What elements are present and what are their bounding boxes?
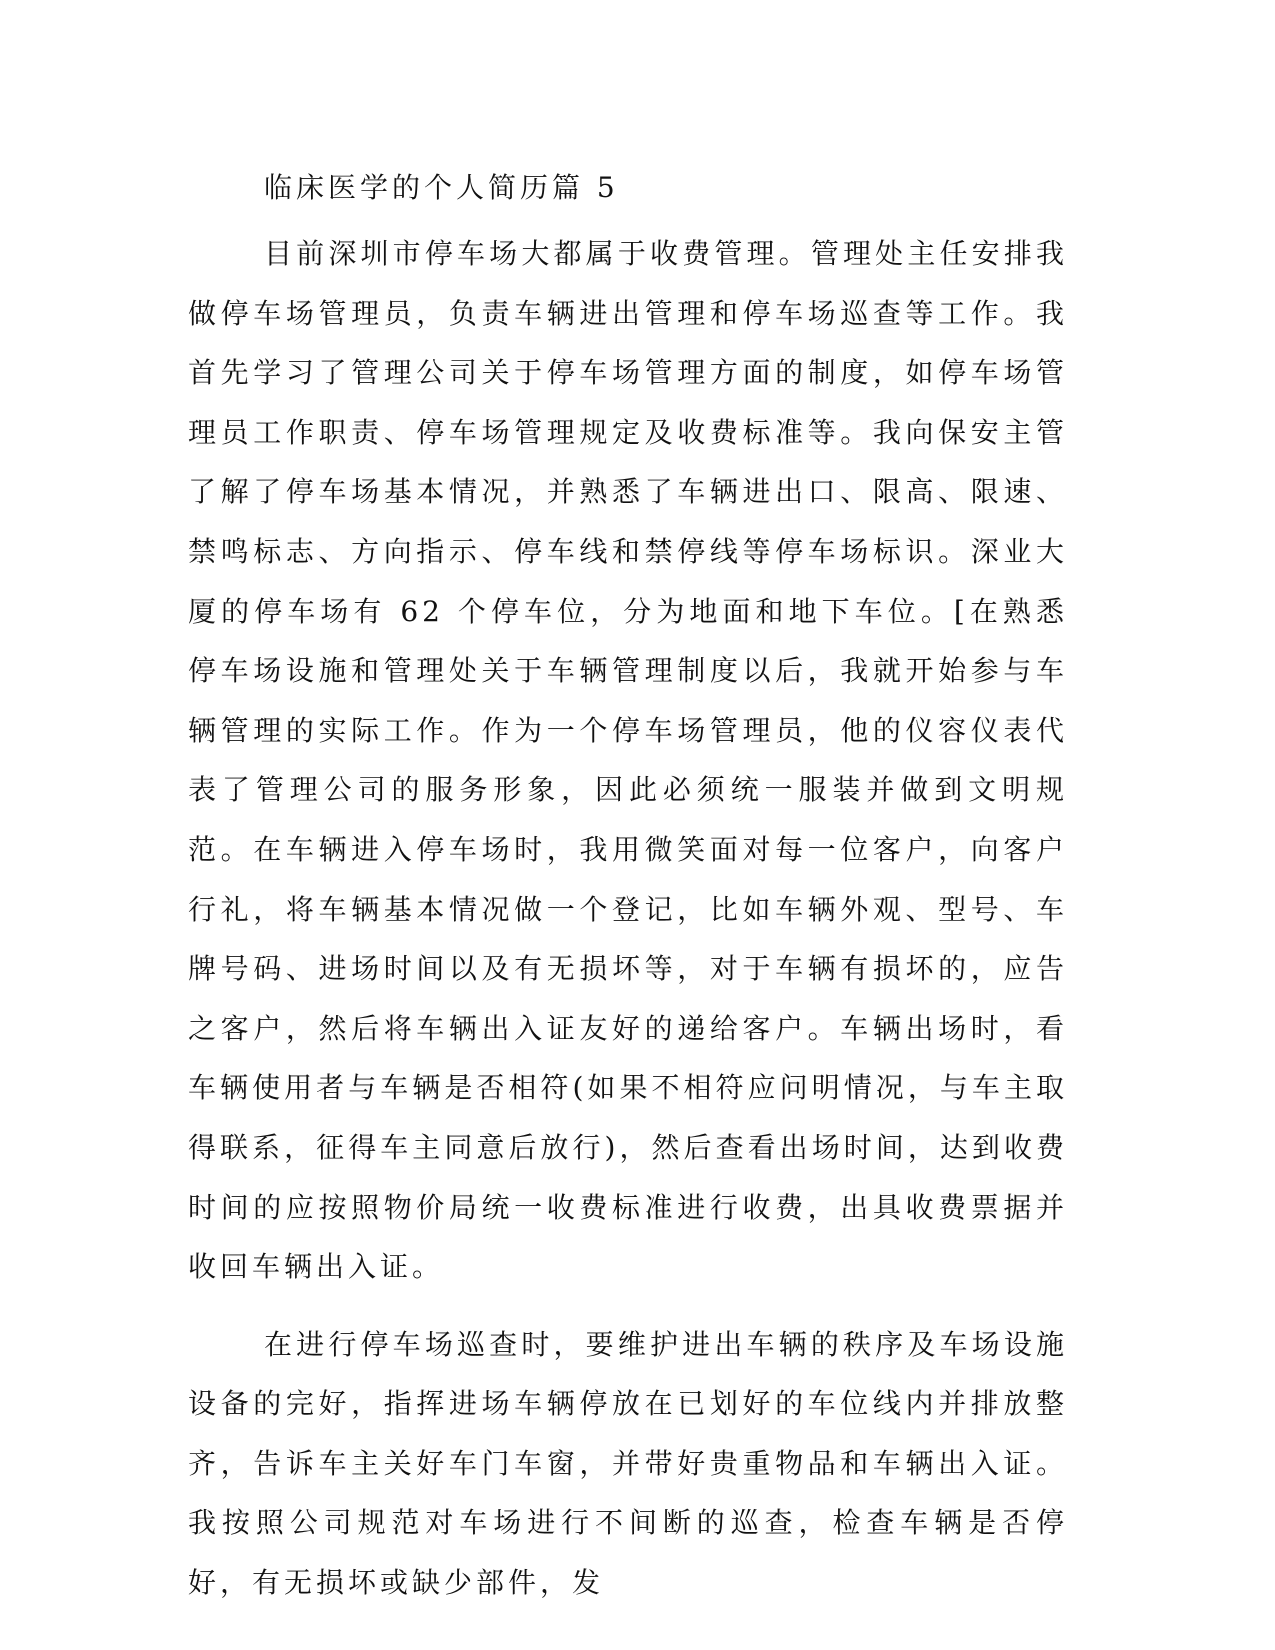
document-body xyxy=(188,168,1068,1613)
document-title: 临床医学的个人简历篇 5 xyxy=(264,171,619,204)
paragraph-parking-patrol: 在进行停车场巡查时，要维护进出车辆的秩序及车场设施设备的完好，指挥进场车辆停放在已划好的车位线内并排放整齐，告诉车主关好车门车窗，并带好贵重物品和车辆出入证。我按照公司规范对车场进行不间断的巡查，检查车辆是否停好，有无损坏或缺少部件，发 xyxy=(188,1327,1068,1600)
paragraph-parking-management: 目前深圳市停车场大都属于收费管理。管理处主任安排我做停车场管理员，负责车辆进出管理和停车场巡查等工作。我首先学习了管理公司关于停车场管理方面的制度，如停车场管理员工作职责、停车场管理规定及收费标准等。我向保安主管了解了停车场基本情况，并熟悉了车辆进出口、限高、限速、禁鸣标志、方向指示、停车线和禁停线等停车场标识。深业大厦的停车场有 62 个停车位，分为地面和地下车位。[在熟悉停车场设施和管理处关于车辆管理制度以后，我就开始参与车辆管理的实际工作。作为一个停车场管理员，他的仪容仪表代表了管理公司的服务形象，因此必须统一服装并做到文明规范。在车辆进入停车场时，我用微笑面对每一位客户，向客户行礼，将车辆基本情况做一个登记，比如车辆外观、型号、车牌号码、进场时间以及有无损坏等，对于车辆有损坏的，应告之客户，然后将车辆出入证友好的递给客户。车辆出场时，看车辆使用者与车辆是否相符(如果不相符应问明情况，与车主取得联系，征得车主同意后放行)，然后查看出场时间，达到收费时间的应按照物价局统一收费标准进行收费，出具收费票据并收回车辆出入证。 xyxy=(188,237,1068,1284)
